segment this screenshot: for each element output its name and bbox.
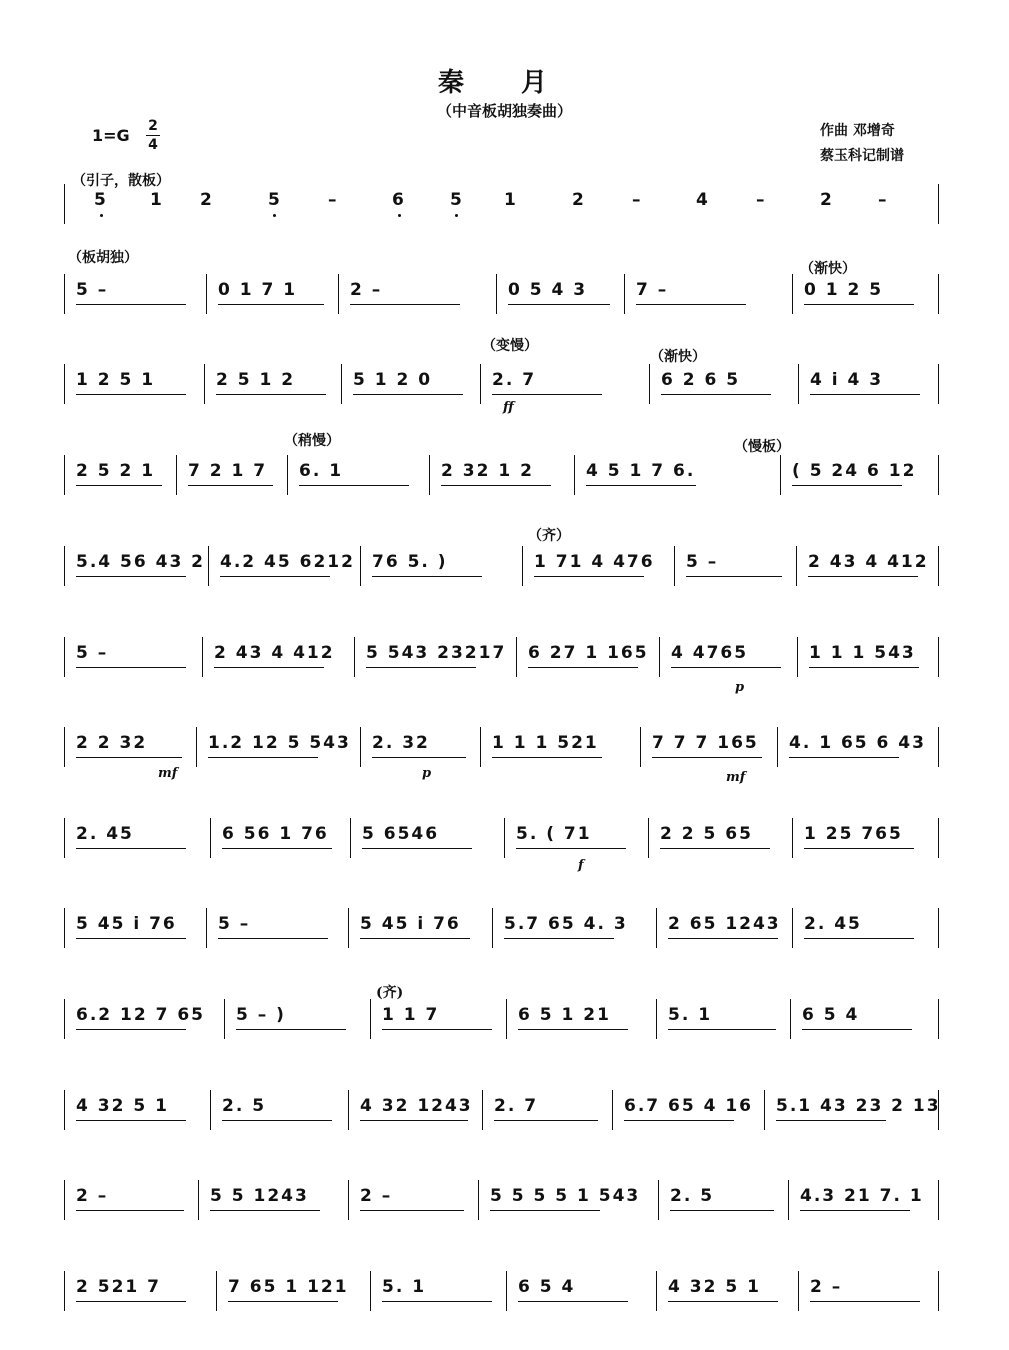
measure-notes: 7 2 1 7 [188, 461, 268, 481]
score-row [64, 546, 939, 586]
mark-accel: （渐快） [800, 261, 856, 277]
measure-notes: 2 43 4 412 [214, 643, 335, 663]
measure-notes: 7 7 7 165 [652, 733, 759, 753]
barline [64, 546, 65, 586]
barline [348, 1180, 349, 1220]
page-title: 秦 月 [437, 68, 572, 98]
measure-notes: 6.2 12 7 65 [76, 1005, 206, 1025]
measure-notes: 2. 45 [804, 914, 862, 934]
measure-notes: 4 4765 [671, 643, 749, 663]
barline [624, 274, 625, 314]
barline [798, 364, 799, 404]
score-row [64, 908, 939, 948]
barline [797, 637, 798, 677]
barline [938, 364, 939, 404]
barline [64, 455, 65, 495]
measure-notes: 2 65 1243 [668, 914, 781, 934]
barline [792, 908, 793, 948]
barline [216, 1271, 217, 1311]
dynamic-mark: p [735, 680, 745, 695]
barline [659, 637, 660, 677]
note: 4 [696, 190, 710, 210]
barline [64, 1090, 65, 1130]
barline [338, 274, 339, 314]
barline [656, 908, 657, 948]
measure-notes: 2 521 7 [76, 1277, 161, 1297]
score-row [64, 727, 939, 767]
measure-notes: 2. 45 [76, 824, 134, 844]
measure-notes: 4 32 5 1 [668, 1277, 761, 1297]
barline [574, 455, 575, 495]
barline [206, 274, 207, 314]
note: 1 [150, 190, 164, 210]
measure-notes: ( 5 24 6 12 [792, 461, 917, 481]
barline [360, 727, 361, 767]
note: 6 [392, 190, 406, 210]
measure-notes: 5. 1 [382, 1277, 427, 1297]
score-row [64, 364, 939, 404]
barline [492, 908, 493, 948]
barline [64, 1180, 65, 1220]
barline [64, 908, 65, 948]
measure-notes: 0 5 4 3 [508, 280, 588, 300]
barline [640, 727, 641, 767]
barline [938, 818, 939, 858]
mark-slower: （变慢） [482, 338, 538, 354]
measure-notes: 5 – [76, 280, 109, 300]
barline [348, 1090, 349, 1130]
barline [429, 455, 430, 495]
barline [64, 637, 65, 677]
barline [204, 364, 205, 404]
subtitle: （中音板胡独奏曲） [436, 102, 572, 120]
measure-notes: 76 5. ) [372, 552, 448, 572]
measure-notes: 5.1 43 23 2 13 [776, 1096, 941, 1116]
measure-notes: 6 56 1 76 [222, 824, 329, 844]
measure-notes: 5 1 2 0 [353, 370, 433, 390]
measure-notes: 2 – [810, 1277, 843, 1297]
note: 2 [572, 190, 586, 210]
barline [64, 1271, 65, 1311]
barline [176, 455, 177, 495]
barline [354, 637, 355, 677]
barline [480, 364, 481, 404]
score-row [64, 1271, 939, 1311]
barline [64, 727, 65, 767]
measure-notes: 6 2 6 5 [661, 370, 741, 390]
measure-notes: 2. 32 [372, 733, 430, 753]
barline [370, 1271, 371, 1311]
barline [504, 818, 505, 858]
barline [64, 364, 65, 404]
dynamic-mark: mf [726, 770, 746, 785]
measure-notes: 5 6546 [362, 824, 440, 844]
measure-notes: 2 43 4 412 [808, 552, 929, 572]
barline [798, 1271, 799, 1311]
measure-notes: 1 1 1 543 [809, 643, 916, 663]
barline [938, 727, 939, 767]
score-row [64, 274, 939, 314]
mark-slow-tempo: （慢板） [734, 439, 790, 455]
barline [656, 999, 657, 1039]
score-row [64, 1090, 939, 1130]
barline [938, 1180, 939, 1220]
measure-notes: 2. 7 [492, 370, 537, 390]
note: 2 [820, 190, 834, 210]
measure-notes: 4 i 4 3 [810, 370, 884, 390]
note: – [632, 190, 643, 210]
barline [796, 546, 797, 586]
barline [198, 1180, 199, 1220]
barline [506, 999, 507, 1039]
meter-top: 2 [148, 118, 158, 134]
mark-accel: （渐快） [650, 349, 706, 365]
note: – [756, 190, 767, 210]
barline [506, 1271, 507, 1311]
measure-notes: 5 – [218, 914, 251, 934]
measure-notes: 2 5 1 2 [216, 370, 296, 390]
key-signature: 1=G [92, 126, 130, 145]
measure-notes: 5 543 23217 [366, 643, 507, 663]
dynamic-mark: f [578, 858, 584, 873]
measure-notes: 6 27 1 165 [528, 643, 649, 663]
barline [64, 999, 65, 1039]
measure-notes: 2. 5 [222, 1096, 267, 1116]
barline [370, 999, 371, 1039]
mark-unison: (齐) [376, 985, 404, 1001]
barline [938, 637, 939, 677]
mark-intro: （引子，散板） [72, 173, 170, 189]
barline [792, 274, 793, 314]
barline [938, 908, 939, 948]
note: – [328, 190, 339, 210]
barline [658, 1180, 659, 1220]
mark-banhu-solo: （板胡独） [68, 250, 138, 266]
measure-notes: 4.2 45 6212 [220, 552, 355, 572]
barline [64, 818, 65, 858]
barline [649, 364, 650, 404]
measure-notes: 1 1 7 [382, 1005, 440, 1025]
note: 5 [94, 190, 108, 210]
measure-notes: 5 5 5 5 1 543 [490, 1186, 641, 1206]
measure-notes: 0 1 2 5 [804, 280, 884, 300]
measure-notes: 6 5 4 [518, 1277, 576, 1297]
measure-notes: 5.7 65 4. 3 [504, 914, 628, 934]
barline [780, 455, 781, 495]
score-row [64, 818, 939, 858]
barline [792, 818, 793, 858]
measure-notes: 4 5 1 7 6. [586, 461, 696, 481]
note: 2 [200, 190, 214, 210]
barline [64, 274, 65, 314]
measure-notes: 2 2 5 65 [660, 824, 753, 844]
barline [938, 274, 939, 314]
measure-notes: 5 45 i 76 [76, 914, 177, 934]
measure-notes: 2 2 32 [76, 733, 148, 753]
score-row [64, 637, 939, 677]
time-signature [146, 118, 160, 153]
meter-bottom: 4 [148, 137, 158, 153]
barline [656, 1271, 657, 1311]
measure-notes: 5. 1 [668, 1005, 713, 1025]
measure-notes: 2 32 1 2 [441, 461, 534, 481]
measure-notes: 5 – [686, 552, 719, 572]
barline [341, 364, 342, 404]
barline [350, 818, 351, 858]
measure-notes: 4 32 1243 [360, 1096, 473, 1116]
measure-notes: 2 – [360, 1186, 393, 1206]
barline [790, 999, 791, 1039]
measure-notes: 5.4 56 43 2 [76, 552, 206, 572]
barline [202, 637, 203, 677]
score-row [64, 1180, 939, 1220]
score-row-intro [64, 184, 939, 224]
dynamic-mark: mf [158, 766, 178, 781]
measure-notes: 0 1 7 1 [218, 280, 298, 300]
measure-notes: 4. 1 65 6 43 [789, 733, 926, 753]
barline [612, 1090, 613, 1130]
barline [480, 727, 481, 767]
transcriber-credit: 蔡玉科记制谱 [820, 148, 904, 164]
measure-notes: 1 25 765 [804, 824, 903, 844]
measure-notes: 7 65 1 121 [228, 1277, 349, 1297]
note: 5 [268, 190, 282, 210]
mark-unison: （齐） [528, 528, 570, 544]
mark-slightly-slow: （稍慢） [284, 433, 340, 449]
barline [788, 1180, 789, 1220]
barline [360, 546, 361, 586]
measure-notes: 2. 5 [670, 1186, 715, 1206]
measure-notes: 6 5 4 [802, 1005, 860, 1025]
barline [196, 727, 197, 767]
barline [938, 1271, 939, 1311]
barline [938, 546, 939, 586]
measure-notes: 7 – [636, 280, 669, 300]
note: 1 [504, 190, 518, 210]
barline [482, 1090, 483, 1130]
barline [208, 546, 209, 586]
barline [210, 1090, 211, 1130]
barline [522, 546, 523, 586]
measure-notes: 5 45 i 76 [360, 914, 461, 934]
measure-notes: 4.3 21 7. 1 [800, 1186, 924, 1206]
composer-credit: 作曲 邓增奇 [820, 123, 895, 139]
barline [674, 546, 675, 586]
barline [938, 999, 939, 1039]
score-row [64, 999, 939, 1039]
barline [516, 637, 517, 677]
note: 5 [450, 190, 464, 210]
measure-notes: 6. 1 [299, 461, 344, 481]
barline [648, 818, 649, 858]
dynamic-mark: ff [503, 400, 514, 415]
barline [210, 818, 211, 858]
measure-notes: 1 1 1 521 [492, 733, 599, 753]
measure-notes: 5 – [76, 643, 109, 663]
barline [224, 999, 225, 1039]
barline [938, 455, 939, 495]
measure-notes: 1 71 4 476 [534, 552, 655, 572]
measure-notes: 5 – ) [236, 1005, 286, 1025]
dynamic-mark: p [422, 766, 432, 781]
measure-notes: 2. 7 [494, 1096, 539, 1116]
measure-notes: 6 5 1 21 [518, 1005, 611, 1025]
measure-notes: 5. ( 71 [516, 824, 592, 844]
measure-notes: 6.7 65 4 16 [624, 1096, 754, 1116]
score-row [64, 455, 939, 495]
barline [287, 455, 288, 495]
measure-notes: 4 32 5 1 [76, 1096, 169, 1116]
barline [478, 1180, 479, 1220]
barline [496, 274, 497, 314]
barline [777, 727, 778, 767]
barline [764, 1090, 765, 1130]
barline [206, 908, 207, 948]
measure-notes: 2 – [350, 280, 383, 300]
barline [348, 908, 349, 948]
measure-notes: 1.2 12 5 543 [208, 733, 351, 753]
measure-notes: 2 5 2 1 [76, 461, 156, 481]
measure-notes: 1 2 5 1 [76, 370, 156, 390]
note: – [878, 190, 889, 210]
measure-notes: 5 5 1243 [210, 1186, 309, 1206]
measure-notes: 2 – [76, 1186, 109, 1206]
